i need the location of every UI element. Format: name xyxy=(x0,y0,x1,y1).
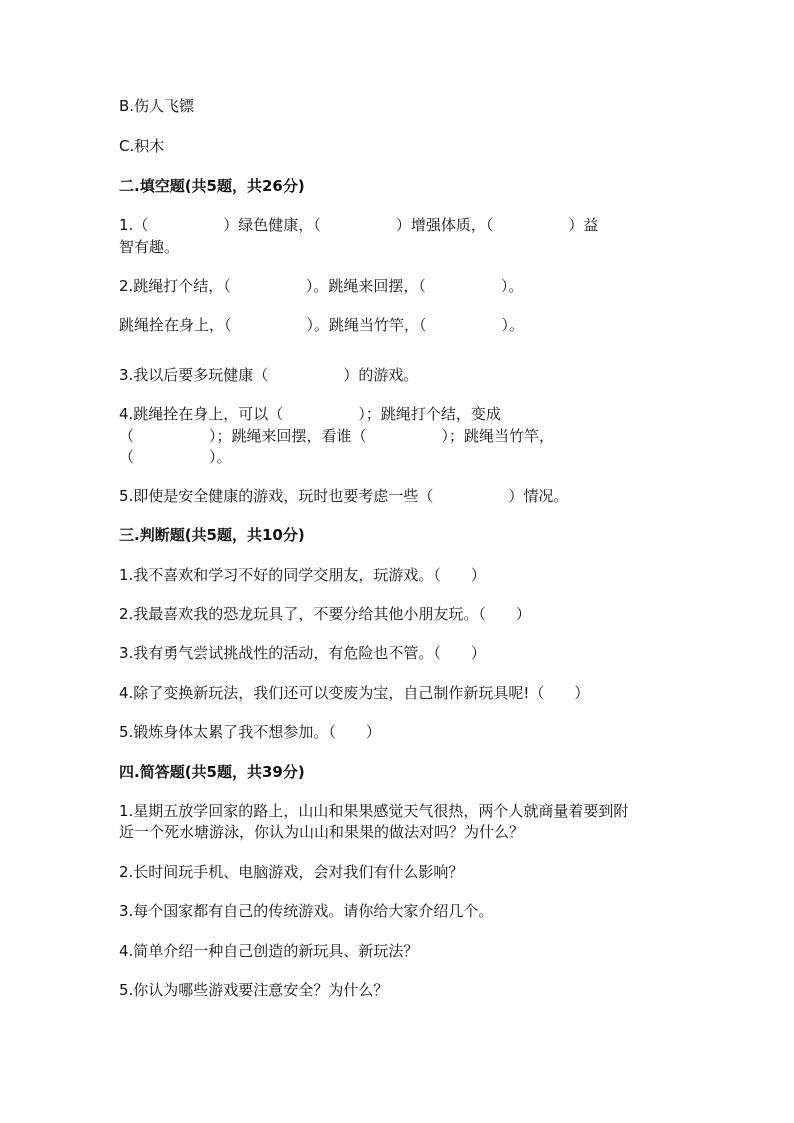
fill-q3: 3.我以后要多玩健康（ ）的游戏。 xyxy=(119,366,419,384)
option-b: B.伤人飞镖 xyxy=(119,97,195,115)
section-heading-true-false: 三.判断题(共5题，共10分) xyxy=(119,526,305,544)
fill-q1-line1: 1.（ ）绿色健康，（ ）增强体质，（ ）益 xyxy=(119,216,599,234)
judge-q5: 5.锻炼身体太累了我不想参加。（ ） xyxy=(119,723,381,741)
judge-q1: 1.我不喜欢和学习不好的同学交朋友，玩游戏。（ ） xyxy=(119,566,486,584)
fill-q1-line2: 智有趣。 xyxy=(119,238,180,256)
short-q2: 2.长时间玩手机、电脑游戏，会对我们有什么影响？ xyxy=(119,863,464,881)
fill-q4-line2: （ ）；跳绳来回摆，看谁（ ）；跳绳当竹竿， xyxy=(119,427,555,445)
short-q5: 5.你认为哪些游戏要注意安全？为什么？ xyxy=(119,981,389,999)
short-q3: 3.每个国家都有自己的传统游戏。请你给大家介绍几个。 xyxy=(119,902,494,920)
judge-q2: 2.我最喜欢我的恐龙玩具了，不要分给其他小朋友玩。（ ） xyxy=(119,605,531,623)
fill-q2-line2: 跳绳拴在身上，（ ）。跳绳当竹竿，（ ）。 xyxy=(119,316,525,334)
section-heading-fill-in: 二.填空题(共5题，共26分) xyxy=(119,177,305,195)
section-heading-short-answer: 四.简答题(共5题，共39分) xyxy=(119,763,305,781)
short-q1-line2: 近一个死水塘游泳，你认为山山和果果的做法对吗？为什么？ xyxy=(119,823,525,841)
short-q4: 4.简单介绍一种自己创造的新玩具、新玩法？ xyxy=(119,942,419,960)
judge-q4: 4.除了变换新玩法，我们还可以变废为宝，自己制作新玩具呢!（ ） xyxy=(119,684,590,702)
fill-q4-line1: 4.跳绳拴在身上，可以（ ）；跳绳打个结，变成 xyxy=(119,405,501,423)
option-c: C.积木 xyxy=(119,137,165,155)
fill-q2-line1: 2.跳绳打个结，（ ）。跳绳来回摆，（ ）。 xyxy=(119,277,524,295)
judge-q3: 3.我有勇气尝试挑战性的活动，有危险也不管。（ ） xyxy=(119,644,486,662)
fill-q5: 5.即使是安全健康的游戏，玩时也要考虑一些（ ）情况。 xyxy=(119,487,569,505)
fill-q4-line3: （ ）。 xyxy=(119,448,232,466)
short-q1-line1: 1.星期五放学回家的路上，山山和果果感觉天气很热，两个人就商量着要到附 xyxy=(119,802,629,820)
